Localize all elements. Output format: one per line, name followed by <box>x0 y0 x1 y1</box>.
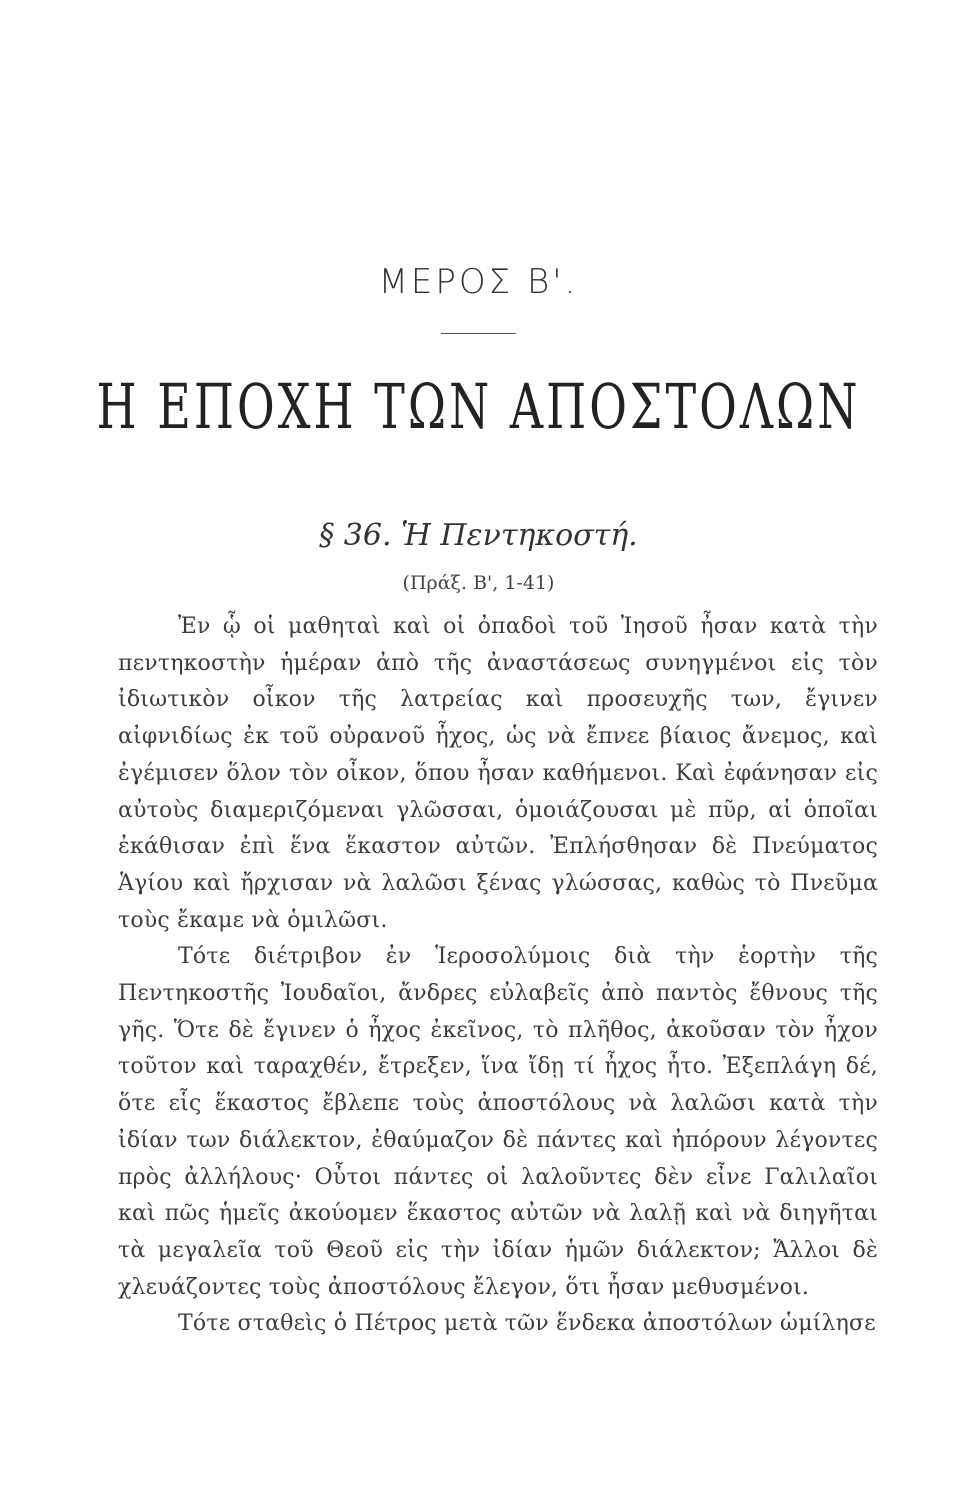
scripture-reference: (Πράξ. Β', 1-41) <box>402 572 555 594</box>
part-title: ΜΕΡΟΣ Β'. <box>378 262 579 302</box>
paragraph: Τότε διέτριβον ἐν Ἱεροσολύμοις διὰ τὴν ἑορτὴν τῆς Πεντηκοστῆς Ἰουδαῖοι, ἄνδρες εὐλαβεῖς ἀπὸ παντὸς ἔθνους τῆς γῆς. Ὅτε δὲ ἔγινεν ὁ ἦχος ἐκεῖνος, τὸ πλῆθος, ἀκοῦσαν τὸν ἦχον τοῦτον καὶ ταραχθέν, ἔτρεξεν, ἵνα ἴδῃ τί ἦχος ἦτο. Ἐξεπλάγη δέ, ὅτε εἷς ἕκαστος ἔβλεπε τοὺς ἀποστόλους νὰ λαλῶσι κατὰ τὴν ἰδίαν των διάλεκτον, ἐθαύμαζον δὲ πάντες καὶ ἠπόρουν λέγοντες πρὸς ἀλλήλους· Οὗτοι πάντες οἱ λαλοῦντες δὲν εἶνε Γαλιλαῖοι καὶ πῶς ἡμεῖς ἀκούομεν ἕκαστος αὐτῶν νὰ λαλῇ καὶ νὰ διηγῆται τὰ μεγαλεῖα τοῦ Θεοῦ εἰς τὴν ἰδίαν ἡμῶν διάλεκτον; Ἄλλοι δὲ χλευάζοντες τοὺς ἀποστόλους ἔλεγον, ὅτι ἦσαν μεθυσμένοι. <box>118 944 878 1300</box>
paragraph: Ἐν ᾧ οἱ μαθηταὶ καὶ οἱ ὀπαδοὶ τοῦ Ἰησοῦ ἦσαν κατὰ τὴν πεντηκοστὴν ἡμέραν ἀπὸ τῆς ἀναστάσεως συνηγμένοι εἰς τὸν ἰδιωτικὸν οἶκον τῆς λατρείας καὶ προσευχῆς των, ἔγινεν αἰφνιδίως ἐκ τοῦ οὐρανοῦ ἦχος, ὡς νὰ ἔπνεε βίαιος ἄνεμος, καὶ ἐγέμισεν ὅλον τὸν οἶκον, ὅπου ἦσαν καθήμενοι. Καὶ ἐφάνησαν εἰς αὐτοὺς διαμεριζόμεναι γλῶσσαι, ὁμοιάζουσαι μὲ πῦρ, αἱ ὁποῖαι ἐκάθισαν ἐπὶ ἕνα ἕκαστον αὐτῶν. Ἐπλήσθησαν δὲ Πνεύματος Ἁγίου καὶ ἤρχισαν νὰ λαλῶσι ξένας γλώσσας, καθὼς τὸ Πνεῦμα τοὺς ἔκαμε νὰ ὁμιλῶσι. <box>118 614 878 933</box>
body-text <box>118 609 878 1343</box>
chapter-title: Η ΕΠΟΧΗ ΤΩΝ ΑΠΟΣΤΟΛΩΝ <box>96 370 861 443</box>
section-heading: § 36. Ἡ Πεντηκοστή. <box>319 518 638 553</box>
title-divider <box>441 333 516 334</box>
paragraph: Τότε σταθεὶς ὁ Πέτρος μετὰ τῶν ἕνδεκα ἀποστόλων ὡμίλησε <box>178 1311 876 1337</box>
